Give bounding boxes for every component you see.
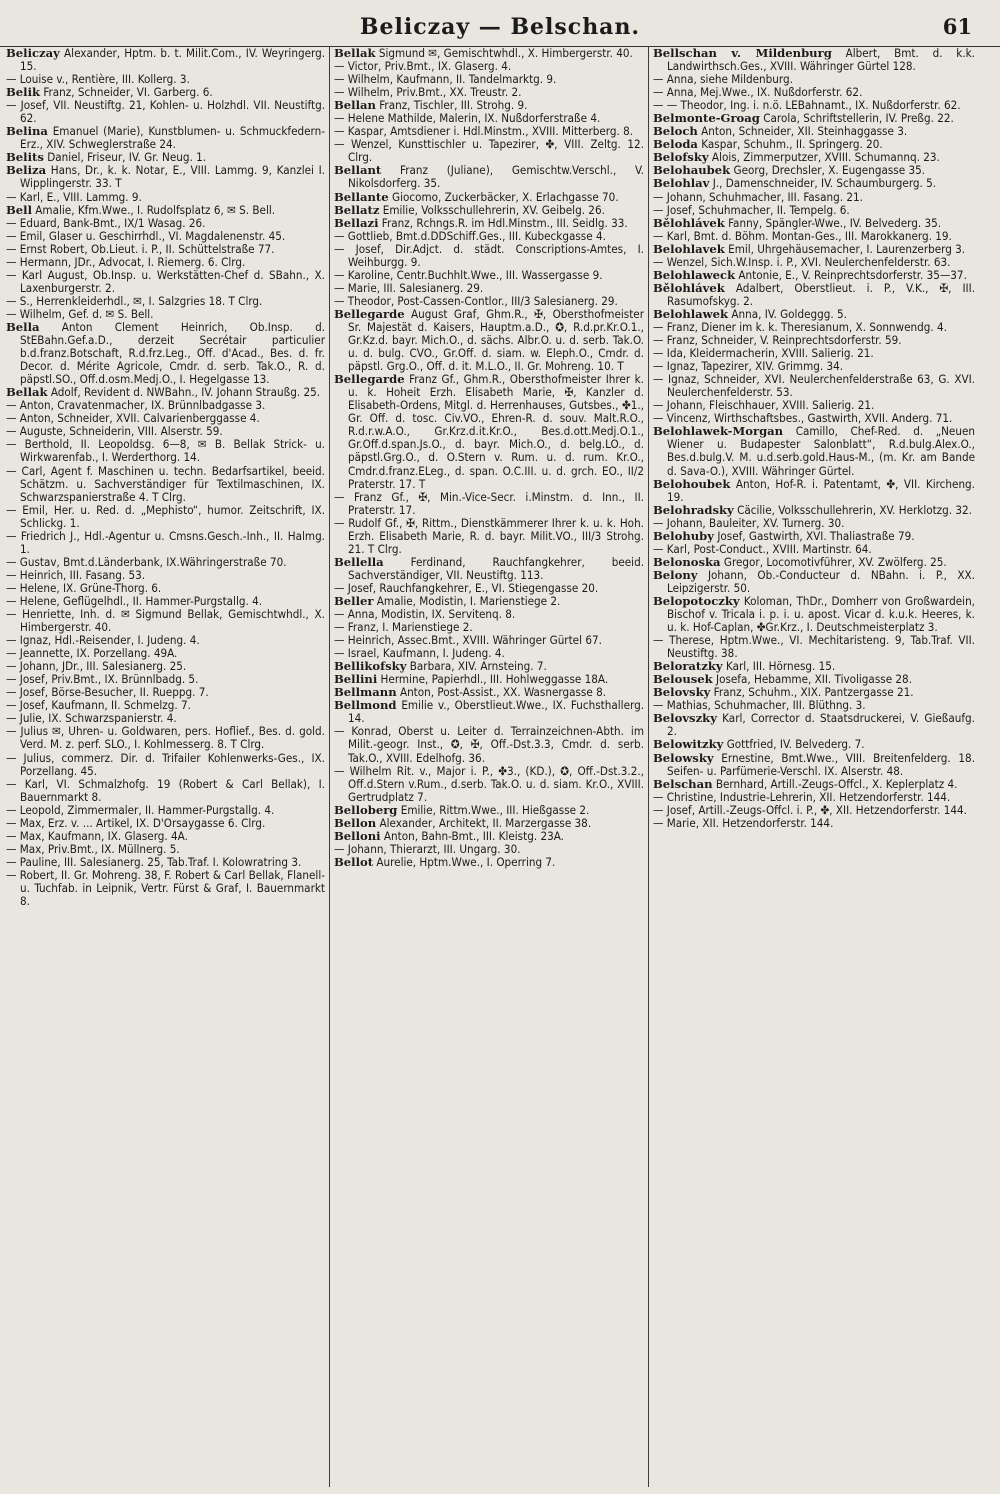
directory-entry xyxy=(653,712,975,738)
entry-text: Karl, Corrector d. Staatsdruckerei, V. Gießaufg. 2. xyxy=(667,711,975,739)
entry-text: — Karl, Bmt. d. Böhm. Montan-Ges., III. Marokkanerg. 19. xyxy=(653,228,952,243)
entry-text: — Wilhelm Rit. v., Major i. P., ✤3., (KD.), ✪, Off.-Dst.3.2., Off.d.Stern v.Rum., d.serb. Tak.O. u. d. siam. Kr.O., XVIII. Gertrudplatz 7. xyxy=(334,763,644,804)
entry-text: — Johann, Fleischhauer, XVIII. Salierig. 21. xyxy=(653,398,875,413)
column-divider xyxy=(648,47,649,1487)
surname: Belony xyxy=(653,567,698,582)
column-2 xyxy=(334,47,644,1487)
entry-text: Anton, Bahn-Bmt., III. Kleistg. 23A. xyxy=(383,828,564,843)
entry-text: — Johann, Bauleiter, XV. Turnerg. 30. xyxy=(653,515,845,530)
entry-text: Alois, Zimmerputzer, XVIII. Schumannq. 23. xyxy=(711,150,940,165)
entry-text: — Josef, Schuhmacher, II. Tempelg. 6. xyxy=(653,202,850,217)
surname: Bell xyxy=(6,202,32,217)
directory-entry xyxy=(334,308,644,373)
entry-text: — Louise v., Rentière, III. Kollerg. 3. xyxy=(6,72,190,87)
surname: Bellegarde xyxy=(334,372,405,387)
directory-entry xyxy=(334,725,644,764)
directory-entry xyxy=(334,373,644,490)
entry-text: Franz, Tischler, III. Strohg. 9. xyxy=(379,98,528,113)
entry-text: Emilie, Rittm.Wwe., III. Hießgasse 2. xyxy=(400,802,590,817)
entry-text: — Ida, Kleidermacherin, XVIII. Salierig. 21. xyxy=(653,346,874,361)
entry-text: August Graf, Ghm.R., ✠, Obersthofmeister Sr. Majestät d. Kaisers, Hauptm.a.D., ✪, R.d.pr.Kr.O.1., Gr.Kz.d. bayr. Mich.O., d. sächs. Albr.O. u. d. serb. Tak.O. u. d. bulg. CVO., Gr.Off. d. siam. w. Eleph.O., Cmdr. d. päpstl. Grg.O., Off. d. it. M.L.O., II. Gr. Mohreng. 10. T xyxy=(348,306,644,374)
surname: Belohaubek xyxy=(653,163,731,178)
directory-entry xyxy=(6,752,325,778)
surname: Belohradsky xyxy=(653,502,734,517)
surname: Belofsky xyxy=(653,150,709,165)
entry-text: — Karl, VI. Schmalzhofg. 19 (Robert & Carl Bellak), I. Bauernmarkt 8. xyxy=(6,776,325,804)
entry-text: Antonie, E., V. Reinprechtsdorferstr. 35—37. xyxy=(738,267,967,282)
directory-entry xyxy=(653,282,975,308)
entry-text: — Carl, Agent f. Maschinen u. techn. Bedarfsartikel, beeid. Schätzm. u. Sachverständiger für Textilmaschinen, IX. Schwarzspanierstraße 4. T Clrg. xyxy=(6,463,325,504)
surname: Beliza xyxy=(6,163,47,178)
surname: Belina xyxy=(6,124,48,139)
entry-text: — Ignaz, Tapezirer, XIV. Grimmg. 34. xyxy=(653,359,844,374)
surname: Belschan xyxy=(653,776,713,791)
entry-text: — Auguste, Schneiderin, VIII. Alserstr. 59. xyxy=(6,424,223,439)
surname: Bellella xyxy=(334,554,384,569)
directory-entry xyxy=(653,373,975,399)
entry-text: — Robert, II. Gr. Mohreng. 38, F. Robert & Carl Bellak, Flanell- u. Tuchfab. in Leipnik, Vertr. Fürst & Graf, I. Bauernmarkt 8. xyxy=(6,867,325,909)
surname: Bellazi xyxy=(334,215,379,230)
entry-text: — Josef, Kaufmann, II. Schmelzg. 7. xyxy=(6,698,191,713)
surname: Belloberg xyxy=(334,802,398,817)
surname: Belohoubek xyxy=(653,476,731,491)
entry-text: — Franz, Schneider, V. Reinprechtsdorferstr. 59. xyxy=(653,333,902,348)
entry-text: Johann, Ob.-Conducteur d. NBahn. i. P., XX. Leipzigerstr. 50. xyxy=(667,567,975,595)
entry-text: — Josef, Rauchfangkehrer, E., VI. Stiegengasse 20. xyxy=(334,580,599,595)
directory-entry xyxy=(6,47,325,73)
surname: Belits xyxy=(6,150,44,165)
surname: Bellschan v. Mildenburg xyxy=(653,47,832,60)
entry-text: — Gustav, Bmt.d.Länderbank, IX.Währingerstraße 70. xyxy=(6,554,287,569)
directory-entry xyxy=(334,699,644,725)
entry-text: Franz, Rchngs.R. im Hdl.Minstm., III. Seidlg. 33. xyxy=(381,215,628,230)
surname: Belohlav xyxy=(653,176,710,191)
entry-text: — Pauline, III. Salesianerg. 25, Tab.Traf. I. Kolowratring 3. xyxy=(6,854,302,869)
directory-entry xyxy=(6,530,325,556)
entry-text: — Julius, commerz. Dir. d. Trifailer Kohlenwerks-Ges., IX. Porzellang. 45. xyxy=(6,750,325,778)
surname: Bellikofsky xyxy=(334,659,407,674)
entry-text: Barbara, XIV. Arnsteing. 7. xyxy=(409,659,547,674)
entry-text: Josef, Gastwirth, XVI. Thaliastraße 79. xyxy=(717,528,915,543)
entry-text: — Wenzel, Kunsttischler u. Tapezirer, ✤, VIII. Zeltg. 12. Clrg. xyxy=(334,137,644,165)
entry-text: — Emil, Glaser u. Geschirrhdl., VI. Magdalenenstr. 45. xyxy=(6,228,286,243)
surname: Bellatz xyxy=(334,202,380,217)
entry-text: Amalie, Modistin, I. Marienstiege 2. xyxy=(376,593,561,608)
entry-text: — Karoline, Centr.Buchhlt.Wwe., III. Wassergasse 9. xyxy=(334,267,603,282)
entry-text: Emanuel (Marie), Kunstblumen- u. Schmuckfedern-Erz., XIV. Schweglerstraße 24. xyxy=(20,124,325,152)
entry-text: — Heinrich, Assec.Bmt., XVIII. Währinger Gürtel 67. xyxy=(334,633,602,648)
entry-text: — Berthold, II. Leopoldsg. 6—8, ✉ B. Bellak Strick- u. Wirkwarenfab., I. Werderthorg. 14. xyxy=(6,437,325,465)
surname: Belovszky xyxy=(653,711,717,726)
surname: Bellmann xyxy=(334,685,397,700)
entry-text: — Josef, Artill.-Zeugs-Offcl. i. P., ✤, XII. Hetzendorferstr. 144. xyxy=(653,802,967,817)
directory-entry xyxy=(334,164,644,190)
directory-entry xyxy=(6,438,325,464)
entry-text: — Christine, Industrie-Lehrerin, XII. Hetzendorferstr. 144. xyxy=(653,789,951,804)
directory-entry xyxy=(653,47,975,73)
directory-entry xyxy=(6,465,325,504)
directory-entry xyxy=(334,765,644,804)
directory-entry xyxy=(334,556,644,582)
entry-text: Giocomo, Zuckerbäcker, X. Erlachgasse 70. xyxy=(391,189,619,204)
directory-entry xyxy=(653,817,975,830)
surname: Bellak xyxy=(6,385,48,400)
directory-entry xyxy=(653,478,975,504)
entry-text: Sigmund ✉, Gemischtwhdl., X. Himbergerstr. 40. xyxy=(378,47,633,60)
entry-text: — Anna, Modistin, IX. Servitenq. 8. xyxy=(334,607,516,622)
entry-text: Adalbert, Oberstlieut. i. P., V.K., ✠, III. Rasumofskyg. 2. xyxy=(667,280,975,308)
entry-text: — Mathias, Schuhmacher, III. Blüthng. 3. xyxy=(653,698,866,713)
page-header xyxy=(0,14,1000,48)
entry-text: Josefa, Hebamme, XII. Tivoligasse 28. xyxy=(716,672,913,687)
entry-text: — Ignaz, Schneider, XVI. Neulerchenfelderstraße 63, G. XVI. Neulerchenfelderstr. 53. xyxy=(653,372,975,400)
entry-text: — Wenzel, Sich.W.Insp. i. P., XVI. Neulerchenfelderstr. 63. xyxy=(653,254,951,269)
directory-entry xyxy=(334,138,644,164)
entry-text: Bernhard, Artill.-Zeugs-Offcl., X. Keplerplatz 4. xyxy=(715,776,958,791)
surname: Belowitzky xyxy=(653,737,724,752)
directory-entry xyxy=(653,595,975,634)
entry-text: Alexander, Hptm. b. t. Milit.Com., IV. Weyringerg. 15. xyxy=(20,47,325,74)
surname: Bellmond xyxy=(334,698,397,713)
entry-text: Emilie, Volksschullehrerin, XV. Geibelg. 26. xyxy=(382,202,605,217)
entry-text: — Wilhelm, Gef. d. ✉ S. Bell. xyxy=(6,306,154,321)
directory-entry xyxy=(6,725,325,751)
surname: Bellegarde xyxy=(334,306,405,321)
entry-text: Franz, Schuhm., XIX. Pantzergasse 21. xyxy=(713,685,914,700)
entry-text: — Karl August, Ob.Insp. u. Werkstätten-Chef d. SBahn., X. Laxenburgerstr. 2. xyxy=(6,267,325,295)
entry-text: — Julie, IX. Schwarzspanierstr. 4. xyxy=(6,711,177,726)
entry-text: — Kaspar, Amtsdiener i. Hdl.Minstm., XVIII. Mitterberg. 8. xyxy=(334,124,634,139)
entry-text: — Helene, IX. Grüne-Thorg. 6. xyxy=(6,580,162,595)
directory-entry xyxy=(6,608,325,634)
directory-entry xyxy=(6,869,325,908)
surname: Belousek xyxy=(653,672,713,687)
surname: Belloni xyxy=(334,828,381,843)
entry-text: — Therese, Hptm.Wwe., VI. Mechitaristeng. 9, Tab.Traf. VII. Neustiftg. 38. xyxy=(653,633,975,661)
entry-text: — Marie, XII. Hetzendorferstr. 144. xyxy=(653,815,834,830)
surname: Bělohlávek xyxy=(653,215,725,230)
entry-text: — Josef, Dir.Adjct. d. städt. Conscriptions-Amtes, I. Weihburgg. 9. xyxy=(334,241,644,269)
directory-entry xyxy=(6,99,325,125)
directory-entry xyxy=(6,164,325,190)
entry-text: — Josef, Börse-Besucher, II. Rueppg. 7. xyxy=(6,685,209,700)
entry-text: J., Damenschneider, IV. Schaumburgerg. 5. xyxy=(712,176,937,191)
entry-text: — Heinrich, III. Fasang. 53. xyxy=(6,567,146,582)
entry-text: Emil, Uhrgehäusemacher, I. Laurenzerberg 3. xyxy=(728,241,966,256)
surname: Bělohlávek xyxy=(653,280,725,295)
entry-text: Hans, Dr., k. k. Notar, E., VIII. Lammg. 9, Kanzlei I. Wipplingerstr. 33. T xyxy=(20,163,325,191)
directory-entry xyxy=(6,269,325,295)
entry-text: — Julius ✉, Uhren- u. Goldwaren, pers. Hoflief., Bes. d. gold. Verd. M. z. perf. SLO., I. Kohlmesserg. 8. T Clrg. xyxy=(6,724,325,752)
surname: Bellan xyxy=(334,98,376,113)
column-1 xyxy=(6,47,325,1487)
entry-text: Aurelie, Hptm.Wwe., I. Operring 7. xyxy=(376,854,556,869)
entry-text: — Franz, Diener im k. k. Theresianum, X. Sonnwendg. 4. xyxy=(653,319,947,334)
entry-text: — Max, Erz. v. ... Artikel, IX. D'Orsaygasse 6. Clrg. xyxy=(6,815,266,830)
entry-text: — Konrad, Oberst u. Leiter d. Terrainzeichnen-Abth. im Milit.-geogr. Inst., ✪, ✠, Off.-Dst.3.3, Cmdr. d. serb. Tak.O., XVIII. Edelhofg. 36. xyxy=(334,724,644,765)
entry-text: — Johann, Thierarzt, III. Ungarg. 30. xyxy=(334,841,521,856)
surname: Belovsky xyxy=(653,685,711,700)
directory-entry xyxy=(334,856,644,869)
directory-entry xyxy=(6,778,325,804)
surname: Belohlawek xyxy=(653,306,729,321)
entry-text: Cäcilie, Volksschullehrerin, XV. Herklotzg. 32. xyxy=(737,502,972,517)
entry-text: — Jeannette, IX. Porzellang. 49A. xyxy=(6,646,178,661)
entry-text: — Emil, Her. u. Red. d. „Mephisto“, humor. Zeitschrift, IX. Schlickg. 1. xyxy=(6,502,325,530)
directory-entry xyxy=(6,321,325,386)
entry-text: — Friedrich J., Hdl.-Agentur u. Cmsns.Gesch.-Inh., II. Halmg. 1. xyxy=(6,528,325,556)
entry-text: — Josef, VII. Neustiftg. 21, Kohlen- u. Holzhdl. VII. Neustiftg. 62. xyxy=(6,98,325,126)
entry-text: Amalie, Kfm.Wwe., I. Rudolfsplatz 6, ✉ S. Bell. xyxy=(35,202,276,217)
directory-entry xyxy=(6,125,325,151)
entry-text: — Theodor, Post-Cassen-Contlor., III/3 Salesianerg. 29. xyxy=(334,293,618,308)
entry-text: — Anna, siehe Mildenburg. xyxy=(653,72,793,87)
entry-text: — Josef, Priv.Bmt., IX. Brünnlbadg. 5. xyxy=(6,672,199,687)
entry-text: — Franz Gf., ✠, Min.-Vice-Secr. i.Minstm. d. Inn., II. Praterstr. 17. xyxy=(334,489,644,517)
entry-text: — Johann, JDr., III. Salesianerg. 25. xyxy=(6,659,187,674)
entry-text: — Anton, Cravatenmacher, IX. Brünnlbadgasse 3. xyxy=(6,398,266,413)
entry-text: Fanny, Spängler-Wwe., IV. Belvederg. 35. xyxy=(728,215,942,230)
entry-text: Albert, Bmt. d. k.k. Landwirthsch.Ges., XVIII. Währinger Gürtel 128. xyxy=(667,47,975,74)
entry-text: — Wilhelm, Kaufmann, II. Tandelmarktg. 9. xyxy=(334,72,557,87)
entry-text: Emilie v., Oberstlieut.Wwe., IX. Fuchsthallerg. 14. xyxy=(348,698,644,726)
entry-text: Camillo, Chef-Red. d. „Neuen Wiener u. Budapester Salonblatt“, R.d.bulg.Alex.O., Bes.d.bulg.V. M. u.d.serb.gold.Haus-M., (m. Kr. am Bande d. Sava-O.), XVIII. Währinger Gürtel. xyxy=(667,424,975,478)
entry-text: Franz (Juliane), Gemischtw.Verschl., V. Nikolsdorferg. 35. xyxy=(348,163,644,191)
entry-text: — Wilhelm, Priv.Bmt., XX. Treustr. 2. xyxy=(334,85,522,100)
surname: Bellante xyxy=(334,189,389,204)
entry-text: — Ernst Robert, Ob.Lieut. i. P., II. Schüttelstraße 77. xyxy=(6,241,275,256)
entry-text: Franz, Schneider, VI. Garberg. 6. xyxy=(43,85,213,100)
surname: Belohlaweck xyxy=(653,267,736,282)
entry-text: Anton, Hof-R. i. Patentamt, ✤, VII. Kircheng. 19. xyxy=(667,476,975,504)
surname: Belowsky xyxy=(653,750,714,765)
entry-text: — Max, Priv.Bmt., IX. Müllnerg. 5. xyxy=(6,841,180,856)
entry-text: — Helene, Geflügelhdl., II. Hammer-Purgstallg. 4. xyxy=(6,593,263,608)
entry-text: Adolf, Revident d. NWBahn., IV. Johann Straußg. 25. xyxy=(50,385,321,400)
entry-text: — Helene Mathilde, Malerin, IX. Nußdorferstraße 4. xyxy=(334,111,601,126)
entry-text: — Israel, Kaufmann, I. Judeng. 4. xyxy=(334,646,505,661)
surname: Belonoska xyxy=(653,554,721,569)
entry-text: — Max, Kaufmann, IX. Glaserg. 4A. xyxy=(6,828,188,843)
entry-text: Anna, IV. Goldeggg. 5. xyxy=(731,306,847,321)
directory-entry xyxy=(334,491,644,517)
surname: Belik xyxy=(6,85,41,100)
entry-text: — Ignaz, Hdl.-Reisender, I. Judeng. 4. xyxy=(6,633,200,648)
entry-text: — Marie, III. Salesianerg. 29. xyxy=(334,280,484,295)
entry-text: — Karl, Post-Conduct., XVIII. Martinstr. 64. xyxy=(653,541,872,556)
entry-text: Carola, Schriftstellerin, IV. Preßg. 22. xyxy=(763,111,954,126)
entry-text: Anton Clement Heinrich, Ob.Insp. d. StEBahn.Gef.a.D., derzeit Secrétair particulier b.d.franz.Botschaft, R.d.frz.Leg., Off. d'Acad., Bes. d. fr. Decor. d. Mérite Agricole, Cmdr. d. serb. Tak.O., R. d. päpstl.SO., Off.d.osm.Medj.O., I. Hegelgasse 13. xyxy=(20,319,325,387)
entry-columns xyxy=(0,46,1000,1487)
entry-text: Daniel, Friseur, IV. Gr. Neug. 1. xyxy=(47,150,207,165)
entry-text: — S., Herrenkleiderhdl., ✉, I. Salzgries 18. T Clrg. xyxy=(6,293,263,308)
entry-text: — Victor, Priv.Bmt., IX. Glaserg. 4. xyxy=(334,59,512,74)
surname: Belohlawek-Morgan xyxy=(653,424,784,439)
entry-text: Karl, III. Hörnesg. 15. xyxy=(725,659,836,674)
surname: Beloch xyxy=(653,124,698,139)
entry-text: — Rudolf Gf., ✠, Rittm., Dienstkämmerer Ihrer k. u. k. Hoh. Erzh. Elisabeth Marie, R. d. bayr. Milit.VO., III/3 Strohg. 21. T Clrg. xyxy=(334,515,644,556)
entry-text: — Eduard, Bank-Bmt., IX/1 Wasag. 26. xyxy=(6,215,206,230)
entry-text: — Gottlieb, Bmt.d.DDSchiff.Ges., III. Kubeckgasse 4. xyxy=(334,228,606,243)
directory-entry xyxy=(334,517,644,556)
directory-entry xyxy=(653,752,975,778)
entry-text: — Anna, Mej.Wwe., IX. Nußdorferstr. 62. xyxy=(653,85,863,100)
surname: Beloda xyxy=(653,137,698,152)
entry-text: Franz Gf., Ghm.R., Obersthofmeister Ihrer k. u. k. Hoheit Erzh. Elisabeth Marie, ✠, Kanzler d. Elisabeth-Ordens, Mitgl. d. Herrenhauses, Gutsbes., ✤1., Gr. Off. d. tosc. Civ.VO., Ehren-R. d. souv. Malt.R.O., R.d.r.w.A.O., Gr.Krz.d.it.Kr.O., Bes.d.ott.Medj.O.1., Gr.Off.d.span.Js.O., d. bayr. Mich.O., d. belg.LO., d. päpstl.Grg.O., d. O.Stern v. Rum. u. d. rum. Kr.O., Cmdr.d.franz.ELeg., d. span. O.C.III. u. d. grch. EO., II/2 Praterstr. 17. T xyxy=(348,372,644,491)
page-number: 61 xyxy=(942,14,972,39)
entry-text: Ernestine, Bmt.Wwe., VIII. Breitenfelderg. 18. Seifen- u. Parfümerie-Verschl. IX. Alserstr. 48. xyxy=(667,750,975,778)
surname: Beliczay xyxy=(6,47,60,60)
entry-text: Anton, Post-Assist., XX. Wasnergasse 8. xyxy=(399,685,607,700)
entry-text: Gottfried, IV. Belvederg. 7. xyxy=(726,737,865,752)
column-divider xyxy=(329,47,330,1487)
entry-text: Georg, Drechsler, X. Eugengasse 35. xyxy=(733,163,926,178)
entry-text: Kaspar, Schuhm., II. Springerg. 20. xyxy=(701,137,883,152)
directory-entry xyxy=(334,243,644,269)
page-title: Beliczay — Belschan. xyxy=(359,14,641,40)
surname: Belohuby xyxy=(653,528,715,543)
surname: Belmonte-Groag xyxy=(653,111,760,126)
column-3 xyxy=(653,47,975,1487)
surname: Bellon xyxy=(334,815,377,830)
entry-text: — Karl, E., VIII. Lammg. 9. xyxy=(6,189,142,204)
surname: Bellak xyxy=(334,47,376,60)
surname: Bellini xyxy=(334,672,378,687)
entry-text: Gregor, Locomotivführer, XV. Zwölferg. 25. xyxy=(723,554,947,569)
entry-text: — Henriette, Inh. d. ✉ Sigmund Bellak, Gemischtwhdl., X. Himbergerstr. 40. xyxy=(6,607,325,635)
surname: Bellant xyxy=(334,163,382,178)
entry-text: Anton, Schneider, XII. Steinhaggasse 3. xyxy=(701,124,908,139)
directory-entry xyxy=(6,504,325,530)
entry-text: — Franz, I. Marienstiege 2. xyxy=(334,620,473,635)
surname: Belopotoczky xyxy=(653,593,740,608)
entry-text: Hermine, Papierhdl., III. Hohlweggasse 18A. xyxy=(380,672,609,687)
directory-entry xyxy=(653,425,975,477)
entry-text: — Anton, Schneider, XVII. Calvarienberggasse 4. xyxy=(6,411,260,426)
surname: Bella xyxy=(6,319,40,334)
surname: Belohlavek xyxy=(653,241,725,256)
surname: Beloratzky xyxy=(653,659,723,674)
entry-text: Koloman, ThDr., Domherr von Großwardein, Bischof v. Tricala i. p. i. u. apost. Vicar d. k.u.k. Heeres, k. u. k. Hof-Caplan, ✤Gr.Krz., I. Deutschmeisterplatz 3. xyxy=(667,593,975,635)
surname: Beller xyxy=(334,593,374,608)
surname: Bellot xyxy=(334,854,374,869)
entry-text: — — Theodor, Ing. i. n.ö. LEBahnamt., IX. Nußdorferstr. 62. xyxy=(653,98,961,113)
entry-text: Ferdinand, Rauchfangkehrer, beeid. Sachverständiger, VII. Neustiftg. 113. xyxy=(348,554,644,582)
directory-entry xyxy=(653,634,975,660)
directory-entry xyxy=(653,569,975,595)
entry-text: — Hermann, JDr., Advocat, I. Riemerg. 6. Clrg. xyxy=(6,254,246,269)
entry-text: Alexander, Architekt, II. Marzergasse 38. xyxy=(379,815,592,830)
entry-text: — Vincenz, Wirthschaftsbes., Gastwirth, XVII. Anderg. 71. xyxy=(653,411,953,426)
entry-text: — Leopold, Zimmermaler, II. Hammer-Purgstallg. 4. xyxy=(6,802,275,817)
entry-text: — Johann, Schuhmacher, III. Fasang. 21. xyxy=(653,189,863,204)
